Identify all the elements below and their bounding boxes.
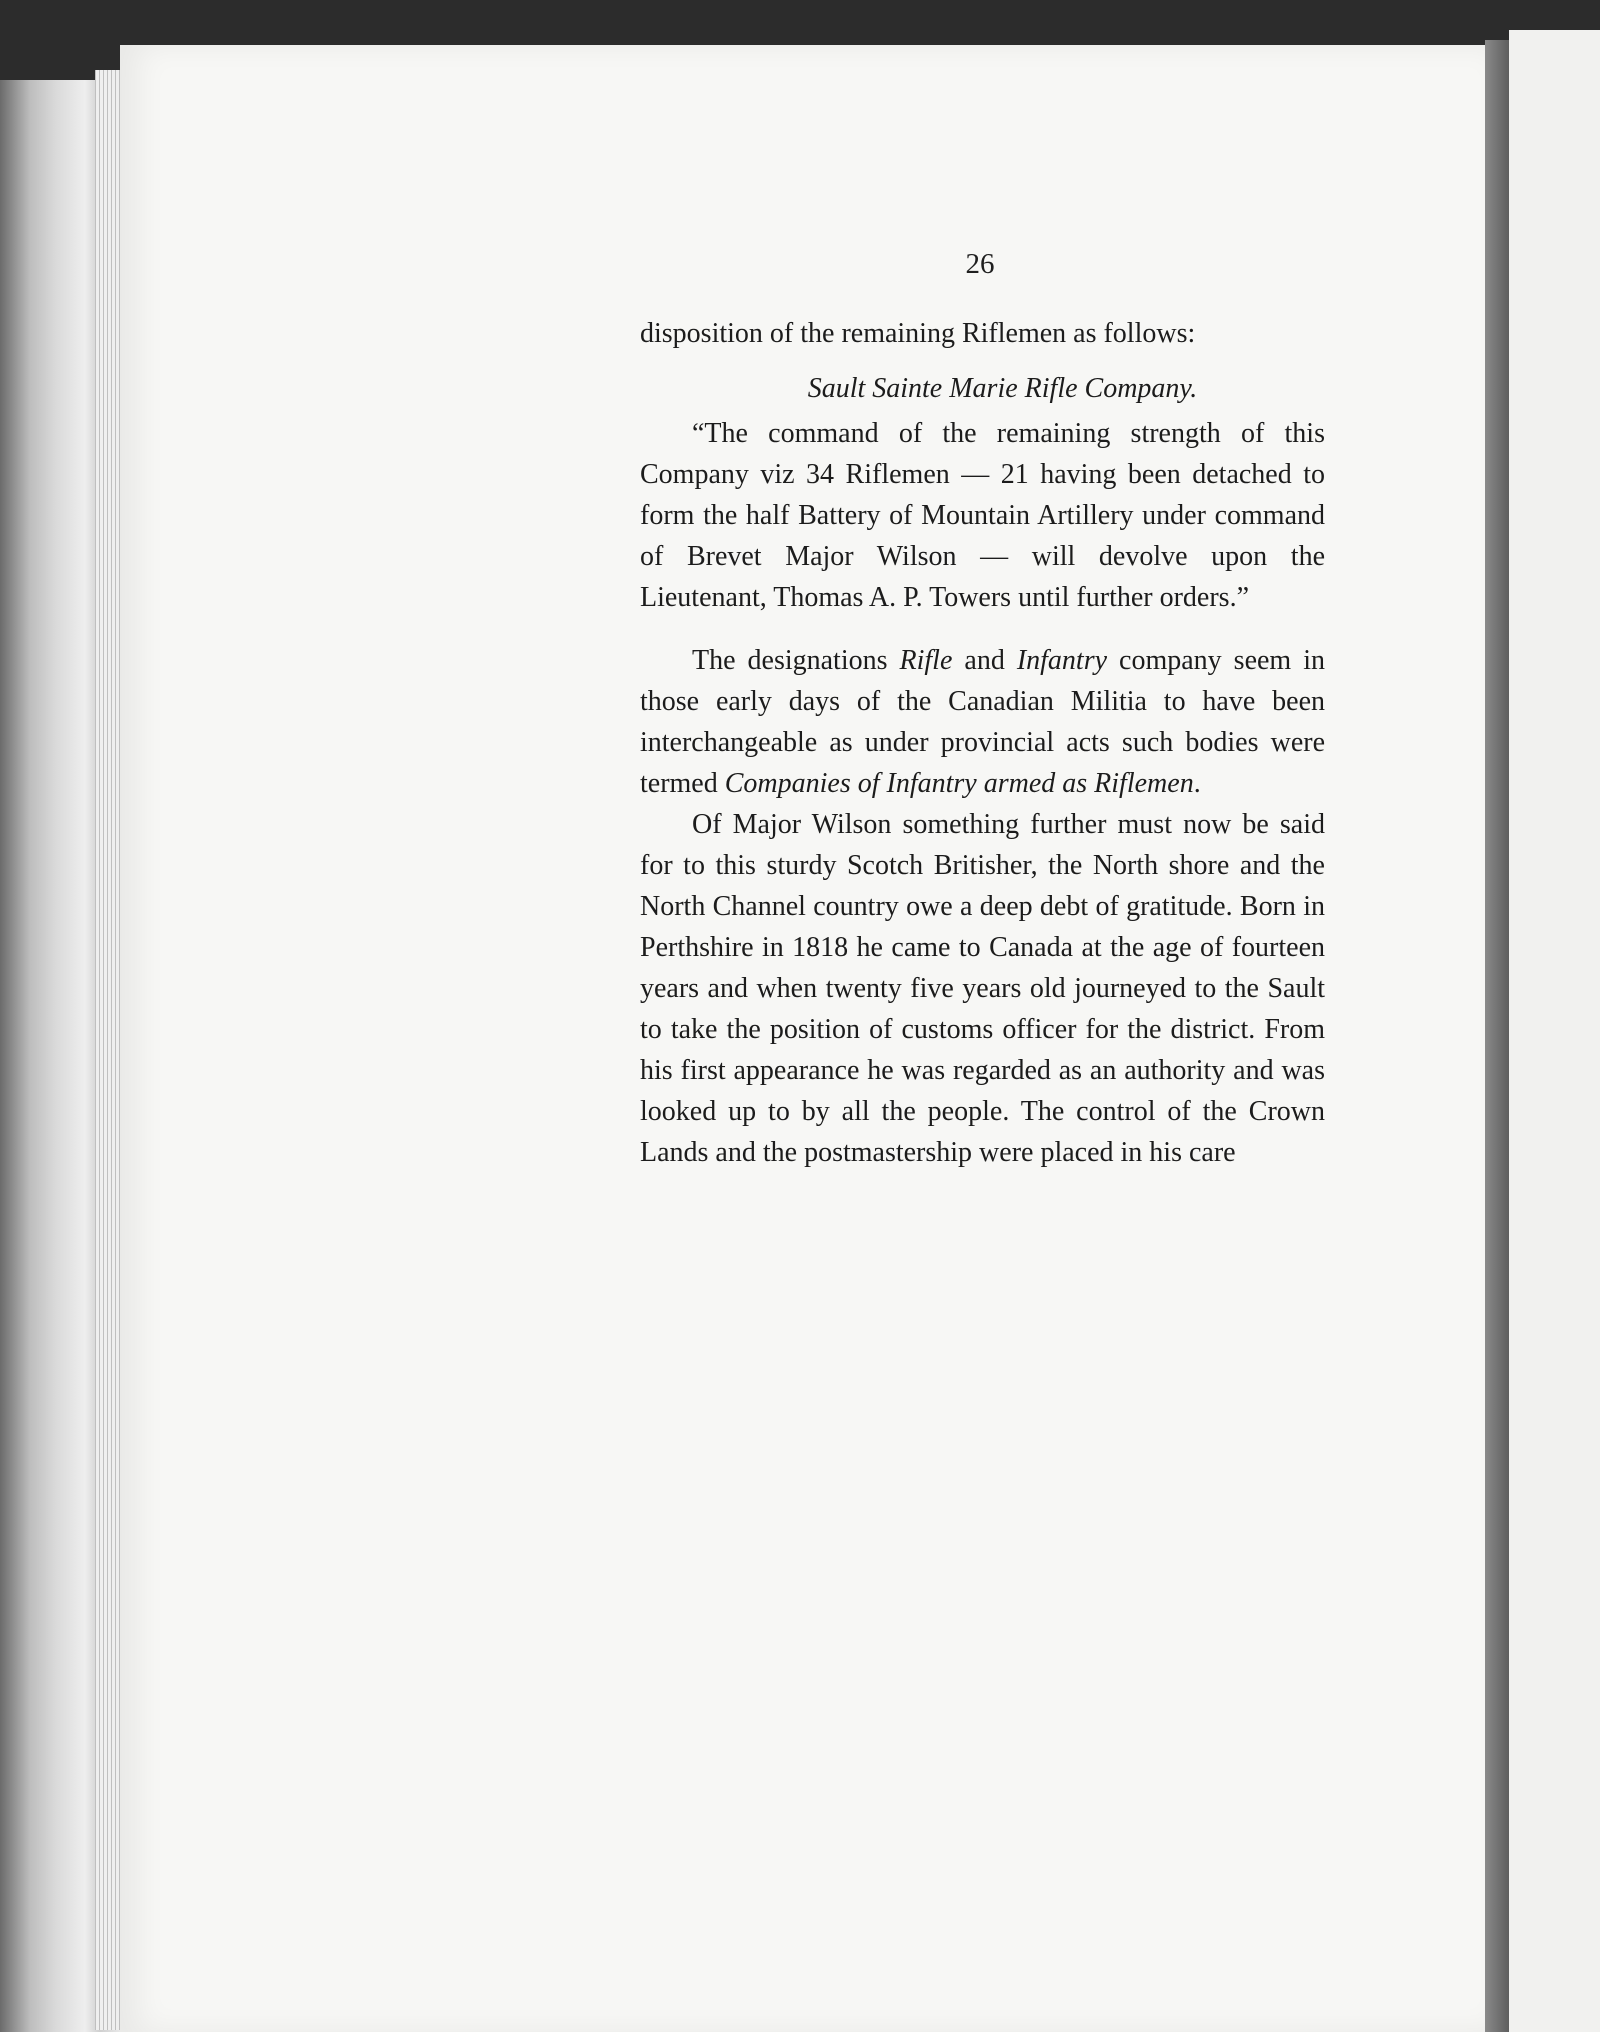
paragraph-designations [640, 640, 1325, 804]
facing-page [1509, 30, 1600, 2032]
text-span: company seem in those early days of the Canadian Militia to have been interchangeable as under provincial acts such bodies were termed [640, 645, 1325, 799]
text-span: and [952, 645, 1017, 676]
text-span: The designations [692, 645, 900, 676]
quoted-order: “The command of the remaining strength of this Company viz 34 Riflemen — 21 having been detached to form the half Battery of Mountain Artillery under command of Brevet Major Wilson — will devolve upon the Lieutenant, Thomas A. P. Towers until further orders.” [640, 418, 1325, 613]
paragraph-major-wilson: Of Major Wilson something further must now be said for to this sturdy Scotch Britisher, the North shore and the North Channel country owe a deep debt of gratitude. Born in Perthshire in 1818 he came to Canada at the age of fourteen years and when twenty five years old journeyed to the Sault to take the position of customs officer for the district. From his first appearance he was regarded as an authority and was looked up to by all the people. The control of the Crown Lands and the postmastership were placed in his care [640, 809, 1325, 1168]
page-number: 26 [965, 248, 995, 280]
body-text [640, 313, 1325, 1173]
paragraph-intro: disposition of the remaining Riflemen as follows: [640, 318, 1196, 349]
italic-infantry: Infantry [1016, 645, 1108, 676]
book-spine-shadow [1485, 40, 1509, 2032]
section-heading: Sault Sainte Marie Rifle Company. [807, 373, 1198, 404]
text-span: . [1193, 768, 1201, 799]
italic-companies: Companies of Infantry armed as Riflemen [724, 768, 1194, 799]
italic-rifle: Rifle [899, 645, 953, 676]
